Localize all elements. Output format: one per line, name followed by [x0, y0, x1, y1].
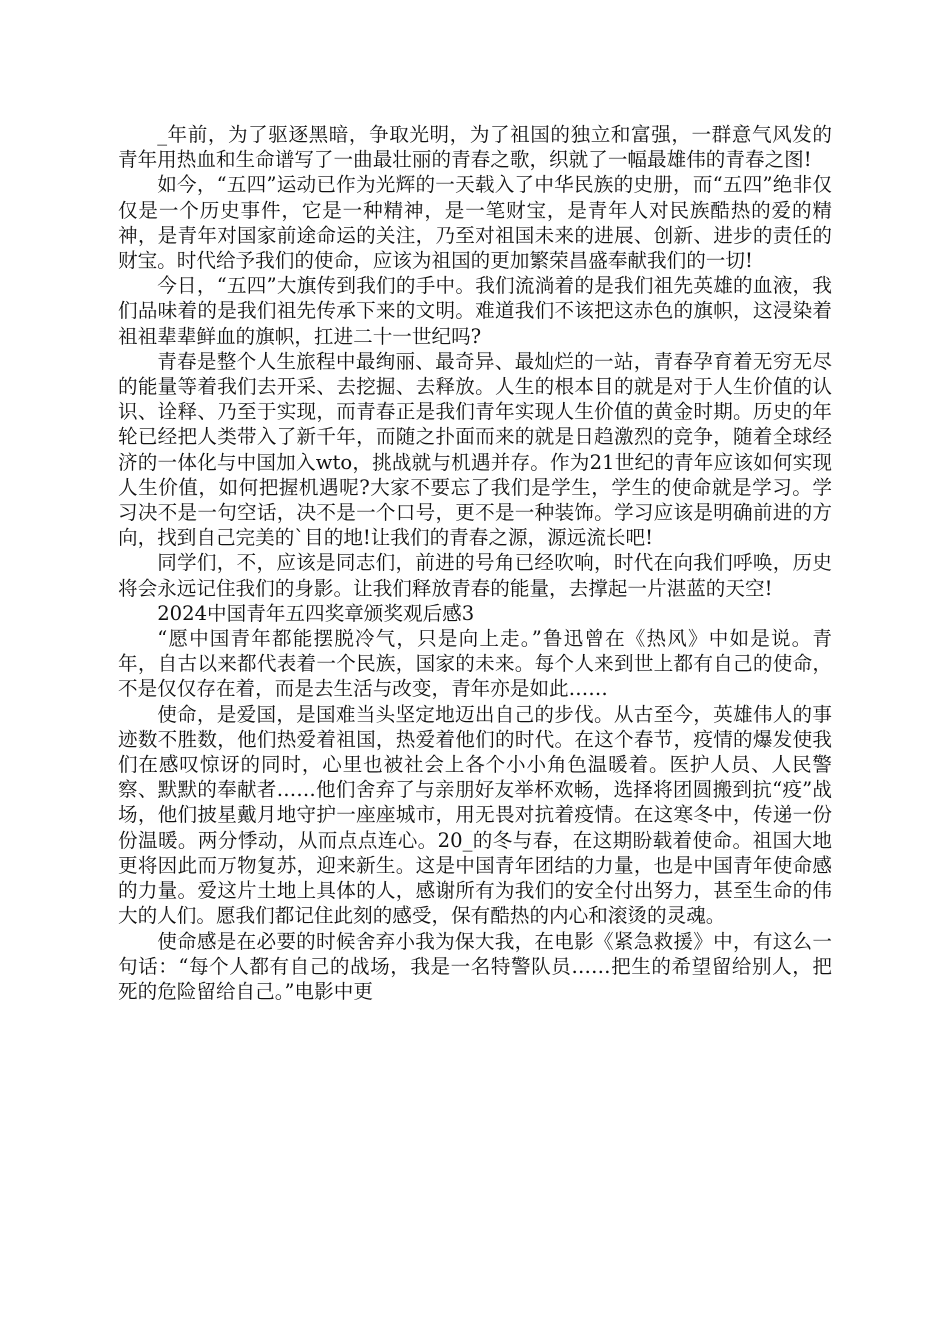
paragraph-5: 同学们，不，应该是同志们，前进的号角已经吹响，时代在向我们呼唤，历史将会永远记住我们的身影。让我们释放青春的能量，去撑起一片湛蓝的天空!: [118, 551, 832, 600]
document-page: [118, 122, 832, 1004]
paragraph-6: “愿中国青年都能摆脱冷气，只是向上走。”鲁迅曾在《热风》中如是说。青年，自古以来都代表着一个民族，国家的未来。每个人来到世上都有自己的使命，不是仅仅存在着，而是去生活与改变，青年亦是如此……: [118, 627, 832, 701]
paragraph-4: 青春是整个人生旅程中最绚丽、最奇异、最灿烂的一站，青春孕育着无穷无尽的能量等着我们去开采、去挖掘、去释放。人生的根本目的就是对于人生价值的认识、诠释、乃至于实现，而青春正是我们青年实现人生价值的黄金时期。历史的年轮已经把人类带入了新千年，而随之扑面而来的就是日趋激烈的竞争，随着全球经济的一体化与中国加入wto，挑战就与机遇并存。作为21世纪的青年应该如何实现人生价值，如何把握机遇呢?大家不要忘了我们是学生，学生的使命就是学习。学习决不是一句空话，决不是一个口号，更不是一种装饰。学习应该是明确前进的方向，找到自己完美的`目的地!让我们的青春之源，源远流长吧!: [118, 349, 832, 550]
paragraph-8: 使命感是在必要的时候舍弃小我为保大我，在电影《紧急救援》中，有这么一句话：“每个人都有自己的战场，我是一名特警队员……把生的希望留给别人，把死的危险留给自己。”电影中更: [118, 929, 832, 1003]
paragraph-3: 今日，“五四”大旗传到我们的手中。我们流淌着的是我们祖先英雄的血液，我们品味着的是我们祖先传承下来的文明。难道我们不该把这赤色的旗帜，这浸染着祖祖辈辈鲜血的旗帜，扛进二十一世纪吗?: [118, 274, 832, 348]
paragraph-2: 如今，“五四”运动已作为光辉的一天载入了中华民族的史册，而“五四”绝非仅仅是一个历史事件，它是一种精神，是一笔财宝，是青年人对民族酷热的爱的精神，是青年对国家前途命运的关注，乃至对祖国未来的进展、创新、进步的责任的财宝。时代给予我们的使命，应该为祖国的更加繁荣昌盛奉献我们的一切!: [118, 173, 832, 273]
section-heading: 2024中国青年五四奖章颁奖观后感3: [157, 601, 475, 625]
paragraph-1: _年前，为了驱逐黑暗，争取光明，为了祖国的独立和富强，一群意气风发的青年用热血和生命谱写了一曲最壮丽的青春之歌，织就了一幅最雄伟的青春之图!: [118, 123, 832, 172]
paragraph-7: 使命，是爱国，是国难当头坚定地迈出自己的步伐。从古至今，英雄伟人的事迹数不胜数，他们热爱着祖国，热爱着他们的时代。在这个春节，疫情的爆发使我们在感叹惊讶的同时，心里也被社会上各个小小角色温暖着。医护人员、人民警察、默默的奉献者……他们舍弃了与亲朋好友举杯欢畅，选择将团圆搬到抗“疫”战场，他们披星戴月地守护一座座城市，用无畏对抗着疫情。在这寒冬中，传递一份份温暖。两分悸动，从而点点连心。20_的冬与春，在这期盼载着使命。祖国大地更将因此而万物复苏，迎来新生。这是中国青年团结的力量，也是中国青年使命感的力量。爱这片土地上具体的人，感谢所有为我们的安全付出努力，甚至生命的伟大的人们。愿我们都记住此刻的感受，保有酷热的内心和滚烫的灵魂。: [118, 702, 832, 928]
